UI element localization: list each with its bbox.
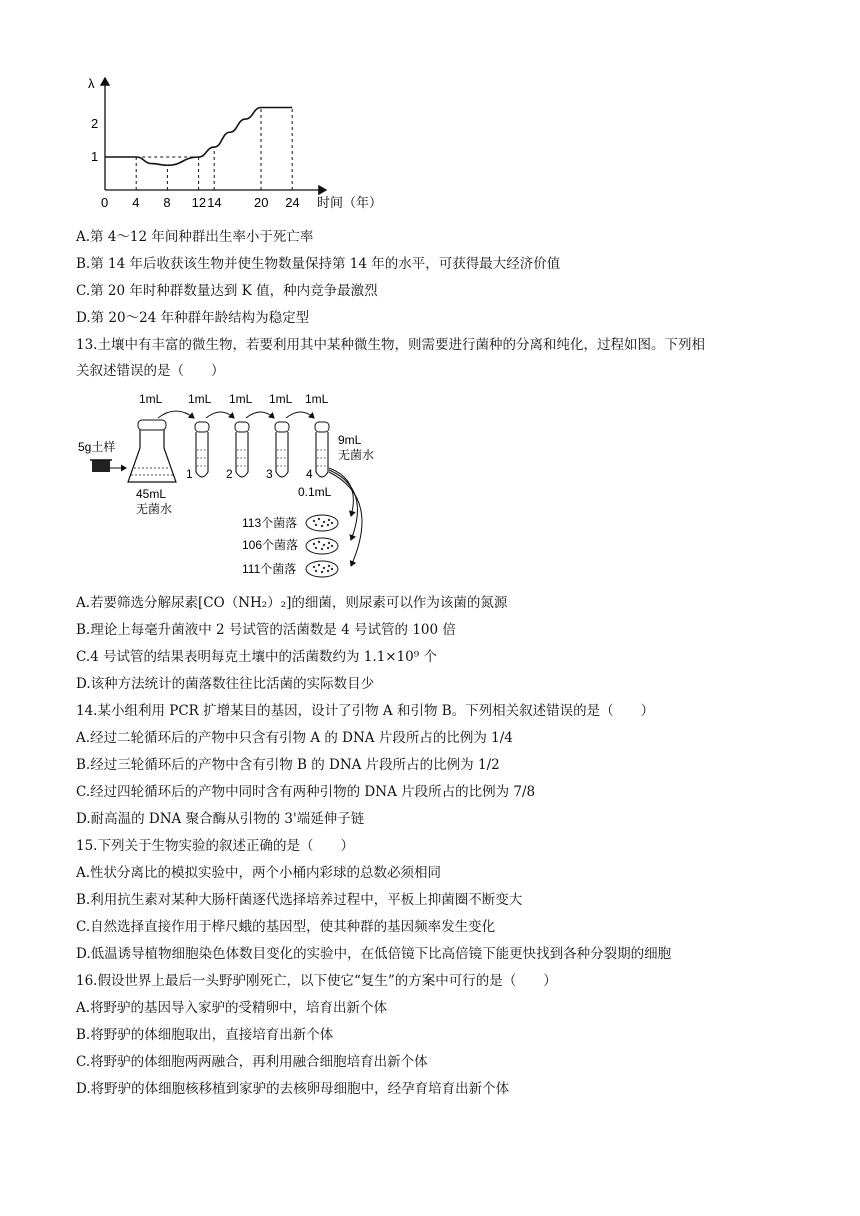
- q12-option-b: B.第 14 年后收获该生物并使生物数量保持第 14 年的水平，可获得最大经济价值: [76, 256, 561, 272]
- q16-stem: 16.假设世界上最后一头野驴刚死亡，以下使它“复生”的方案中可行的是（ ）: [76, 973, 557, 989]
- colony-count: 113个菌落: [242, 516, 298, 530]
- soil-sample-icon: [92, 460, 110, 472]
- tube-number: 1: [186, 467, 193, 481]
- q13-option-b: B.理论上每毫升菌液中 2 号试管的活菌数是 4 号试管的 100 倍: [76, 622, 456, 638]
- tube-number: 4: [306, 467, 313, 481]
- q12-option-a: A.第 4～12 年间种群出生率小于死亡率: [76, 229, 314, 245]
- colony-count: 106个菌落: [242, 538, 299, 552]
- y-axis-label: λ: [88, 76, 95, 91]
- q14-option-a: A.经过二轮循环后的产物中只含有引物 A 的 DNA 片段所占的比例为 1/4: [76, 730, 513, 746]
- x-axis-label: 时间（年）: [317, 195, 383, 210]
- q15-option-c: C.自然选择直接作用于桦尺蛾的基因型，使其种群的基因频率发生变化: [76, 919, 496, 935]
- q13-option-a: A.若要筛选分解尿素[CO（NH₂）₂]的细菌，则尿素可以作为该菌的氮源: [76, 595, 508, 611]
- q13-stem-line1: 13.土壤中有丰富的微生物，若要利用其中某种微生物，则需要进行菌种的分离和纯化，过程如图。下列相: [76, 337, 705, 353]
- test-tube: [195, 422, 209, 477]
- flask-icon: [128, 420, 176, 482]
- transfer-label: 1mL: [305, 392, 329, 406]
- y-tick-label: 1: [91, 149, 99, 164]
- q16-option-c: C.将野驴的体细胞两两融合，再利用融合细胞培育出新个体: [76, 1054, 428, 1070]
- q12-option-c: C.第 20 年时种群数量达到 K 值，种内竞争最激烈: [76, 283, 378, 299]
- colony-count: 111个菌落: [242, 562, 297, 576]
- lambda-chart: [80, 72, 400, 217]
- tube-water: 无菌水: [338, 448, 375, 462]
- tube-volume: 9mL: [338, 433, 362, 447]
- q14-option-d: D.耐高温的 DNA 聚合酶从引物的 3'端延伸子链: [76, 811, 365, 827]
- transfer-label: 1mL: [229, 392, 253, 406]
- tube-number: 2: [226, 467, 233, 481]
- q14-option-c: C.经过四轮循环后的产物中同时含有两种引物的 DNA 片段所占的比例为 7/8: [76, 784, 536, 800]
- x-tick-label: 24: [285, 195, 300, 210]
- y-tick-label: 2: [91, 116, 99, 131]
- q13-stem-line2: 关叙述错误的是（ ）: [76, 363, 225, 379]
- plating-arrow: [329, 468, 353, 516]
- plate-volume: 0.1mL: [298, 485, 332, 499]
- transfer-arrow: [206, 412, 234, 418]
- q16-option-a: A.将野驴的基因导入家驴的受精卵中，培育出新个体: [76, 1000, 388, 1016]
- transfer-label: 1mL: [269, 392, 293, 406]
- dilution-diagram: [76, 388, 396, 588]
- q14-stem: 14.某小组利用 PCR 扩增某目的基因，设计了引物 A 和引物 B。下列相关叙述错误的是（ ）: [76, 703, 655, 719]
- transfer-label: 1mL: [139, 392, 163, 406]
- q16-option-d: D.将野驴的体细胞核移植到家驴的去核卵母细胞中，经孕育培育出新个体: [76, 1081, 510, 1097]
- x-tick-label: 4: [132, 195, 140, 210]
- q15-option-d: D.低温诱导植物细胞染色体数目变化的实验中，在低倍镜下比高倍镜下能更快找到各种分裂期的细胞: [76, 946, 672, 962]
- transfer-arrow: [286, 412, 314, 418]
- q14-option-b: B.经过三轮循环后的产物中含有引物 B 的 DNA 片段所占的比例为 1/2: [76, 757, 500, 773]
- q15-option-a: A.性状分离比的模拟实验中，两个小桶内彩球的总数必须相同: [76, 865, 442, 881]
- petri-dish-icon: [306, 538, 338, 554]
- q12-option-d: D.第 20～24 年种群年龄结构为稳定型: [76, 310, 310, 326]
- q16-option-b: B.将野驴的体细胞取出，直接培育出新个体: [76, 1027, 334, 1043]
- q13-option-d: D.该种方法统计的菌落数往往比活菌的实际数目少: [76, 676, 375, 692]
- x-tick-label: 20: [254, 195, 269, 210]
- petri-dish-icon: [306, 515, 338, 531]
- lambda-curve: [105, 108, 292, 166]
- transfer-label: 1mL: [188, 392, 212, 406]
- q15-option-b: B.利用抗生素对某种大肠杆菌逐代选择培养过程中，平板上抑菌圈不断变大: [76, 892, 523, 908]
- q13-option-c: C.4 号试管的结果表明每克土壤中的活菌数约为 1.1×10⁹ 个: [76, 649, 437, 665]
- test-tube: [235, 422, 249, 477]
- flask-water: 无菌水: [136, 502, 173, 516]
- x-tick-label: 0: [101, 195, 109, 210]
- transfer-arrow: [158, 411, 194, 418]
- petri-dish-icon: [306, 561, 338, 577]
- soil-label: 5g土样: [78, 440, 116, 454]
- x-tick-label: 12: [191, 195, 207, 210]
- q15-stem: 15.下列关于生物实验的叙述正确的是（ ）: [76, 838, 354, 854]
- test-tube: [315, 422, 329, 477]
- flask-volume: 45mL: [136, 487, 167, 501]
- x-tick-label: 8: [163, 195, 171, 210]
- test-tube: [275, 422, 289, 477]
- tube-number: 3: [266, 467, 273, 481]
- x-tick-label: 14: [207, 195, 222, 210]
- transfer-arrow: [246, 412, 274, 418]
